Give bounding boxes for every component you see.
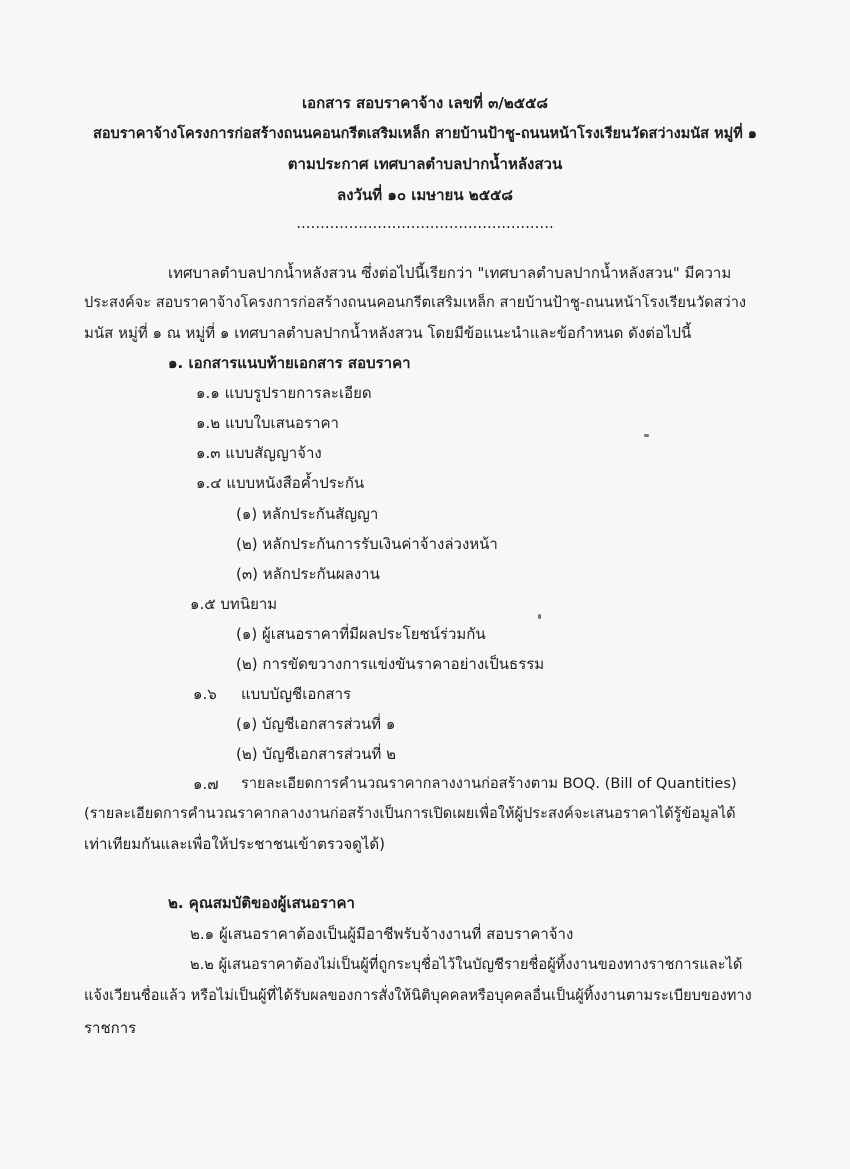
item-1-5-1: (๑) ผู้เสนอราคาที่มีผลประโยชน์ร่วมกัน <box>236 625 486 643</box>
item-1-6-number: ๑.๖ <box>193 685 217 703</box>
item-1-5: ๑.๕ บทนิยาม <box>190 595 278 613</box>
document-title: เอกสาร สอบราคาจ้าง เลขที่ ๓/๒๕๕๘ <box>301 94 549 112</box>
section-1-heading: ๑. เอกสารแนบท้ายเอกสาร สอบราคา <box>168 354 411 372</box>
separator-dots: ...................................................... <box>296 214 554 232</box>
item-2-2-line-2: แจ้งเวียนชื่อแล้ว หรือไม่เป็นผู้ที่ได้รับผลของการสั่งให้นิติบุคคลหรือบุคคลอื่นเป็นผู้ทิ้งงานตามระเบียบของทาง <box>84 987 752 1004</box>
item-2-1: ๒.๑ ผู้เสนอราคาต้องเป็นผู้มีอาชีพรับจ้างงานที่ สอบราคาจ้าง <box>190 925 574 943</box>
scan-speck <box>644 434 649 437</box>
item-1-4: ๑.๔ แบบหนังสือค้ำประกัน <box>196 474 365 492</box>
item-1-6-2: (๒) บัญชีเอกสารส่วนที่ ๒ <box>236 745 397 763</box>
date-line: ลงวันที่ ๑๐ เมษายน ๒๕๕๘ <box>337 186 513 204</box>
item-1-2: ๑.๒ แบบใบเสนอราคา <box>196 414 339 432</box>
item-1-7-number: ๑.๗ <box>193 775 219 793</box>
item-1-1: ๑.๑ แบบรูปรายการละเอียด <box>196 384 372 402</box>
item-1-4-3: (๓) หลักประกันผลงาน <box>236 565 380 583</box>
intro-line-2: ประสงค์จะ สอบราคาจ้างโครงการก่อสร้างถนนคอนกรีตเสริมเหล็ก สายบ้านป้าชู-ถนนหน้าโรงเรียนวัดสว่าง <box>84 294 747 311</box>
item-1-3: ๑.๓ แบบสัญญาจ้าง <box>196 444 322 462</box>
item-1-4-1: (๑) หลักประกันสัญญา <box>236 505 379 523</box>
project-title: สอบราคาจ้างโครงการก่อสร้างถนนคอนกรีตเสริมเหล็ก สายบ้านป้าชู-ถนนหน้าโรงเรียนวัดสว่างมนัส หมู่ที่ ๑ <box>93 126 757 142</box>
item-2-2-line-1: ๒.๒ ผู้เสนอราคาต้องไม่เป็นผู้ที่ถูกระบุชื่อไว้ในบัญชีรายชื่อผู้ทิ้งงานของทางราชการและได้ <box>190 956 743 973</box>
note-line-1: (รายละเอียดการคำนวณราคากลางงานก่อสร้างเป็นการเปิดเผยเพื่อให้ผู้ประสงค์จะเสนอราคาได้รู้ข้อมูลได้ <box>84 805 736 822</box>
item-1-7-text: รายละเอียดการคำนวณราคากลางงานก่อสร้างตาม BOQ. (Bill of Quantities) <box>241 775 737 792</box>
section-2-heading: ๒. คุณสมบัติของผู้เสนอราคา <box>168 894 355 912</box>
intro-line-3: มนัส หมู่ที่ ๑ ณ หมู่ที่ ๑ เทศบาลตำบลปากน้ำหลังสวน โดยมีข้อแนะนำและข้อกำหนด ดังต่อไปนี้ <box>84 324 692 342</box>
item-1-6-1: (๑) บัญชีเอกสารส่วนที่ ๑ <box>236 715 396 733</box>
scan-speck <box>538 614 541 619</box>
item-1-6-text: แบบบัญชีเอกสาร <box>241 685 352 703</box>
announcement-line: ตามประกาศ เทศบาลตำบลปากน้ำหลังสวน <box>287 155 563 173</box>
note-line-2: เท่าเทียมกันและเพื่อให้ประชาชนเข้าตรวจดูได้) <box>84 835 385 853</box>
intro-line-1: เทศบาลตำบลปากน้ำหลังสวน ซึ่งต่อไปนี้เรียกว่า "เทศบาลตำบลปากน้ำหลังสวน" มีความ <box>168 264 732 282</box>
item-2-2-line-3: ราชการ <box>84 1019 137 1037</box>
item-1-4-2: (๒) หลักประกันการรับเงินค่าจ้างล่วงหน้า <box>236 535 498 553</box>
item-1-5-2: (๒) การขัดขวางการแข่งขันราคาอย่างเป็นธรรม <box>236 655 545 673</box>
